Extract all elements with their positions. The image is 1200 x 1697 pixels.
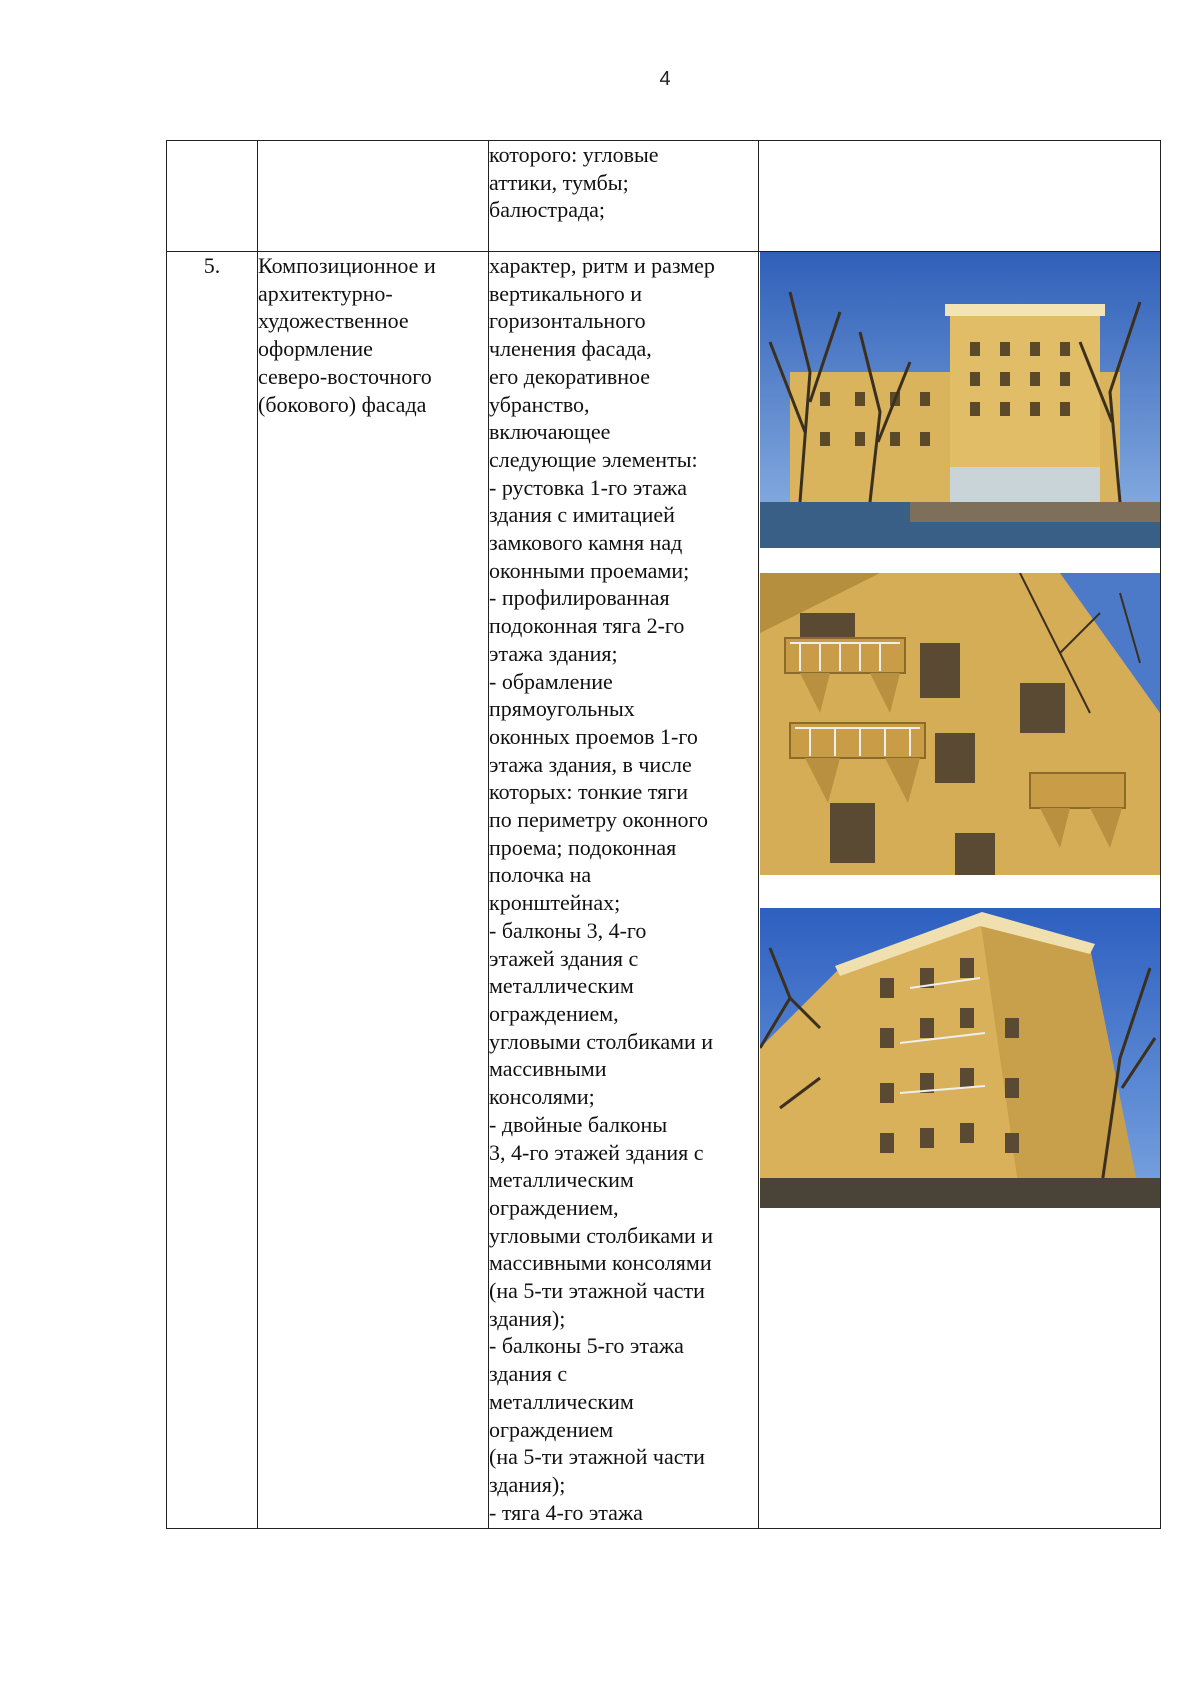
description-line: металлическим xyxy=(489,1388,634,1414)
description-line: (на 5-ти этажной части xyxy=(489,1444,705,1470)
description-line: металлическим xyxy=(489,973,634,999)
description-line: - тяга 4-го этажа xyxy=(489,1499,643,1525)
name-line: северо-восточного xyxy=(258,363,432,389)
photo-cell xyxy=(759,252,1161,1529)
description-line: полочка на xyxy=(489,862,592,888)
row-number: 5. xyxy=(203,253,221,278)
description-line: массивными консолями xyxy=(489,1250,712,1276)
description-line: следующие элементы: xyxy=(489,446,698,472)
heritage-elements-table xyxy=(166,140,1161,1529)
description-line: членения фасада, xyxy=(489,336,652,362)
description-line: замкового камня над xyxy=(489,530,683,556)
description-line: подоконная тяга 2-го xyxy=(489,613,685,639)
description-line: - профилированная xyxy=(489,585,670,611)
description-line: этажей здания с xyxy=(489,945,639,971)
table-row xyxy=(167,141,1161,252)
description-line: угловыми столбиками и xyxy=(489,1028,714,1054)
balconies-closeup-photo xyxy=(760,573,1160,875)
row-number-cell xyxy=(167,141,258,252)
description-line: - обрамление xyxy=(489,668,613,694)
description-cell xyxy=(489,141,759,252)
description-line: прямоугольных xyxy=(489,696,635,722)
description-text xyxy=(489,252,758,1526)
description-line: которых: тонкие тяги xyxy=(489,779,689,805)
building-facade-photo xyxy=(760,252,1160,548)
description-line: здания с xyxy=(489,1361,568,1387)
corner-facade-photo xyxy=(760,908,1160,1208)
name-line: художественное xyxy=(258,308,409,334)
description-line: включающее xyxy=(489,419,611,445)
description-line: 3, 4-го этажей здания с xyxy=(489,1139,704,1165)
description-line: - двойные балконы xyxy=(489,1111,668,1137)
description-text xyxy=(489,141,758,224)
description-line: горизонтального xyxy=(489,308,646,334)
description-line: убранство, xyxy=(489,391,590,417)
description-line: металлическим xyxy=(489,1167,634,1193)
description-line: массивными xyxy=(489,1056,607,1082)
name-line: архитектурно- xyxy=(258,280,393,306)
description-line: - балконы 3, 4-го xyxy=(489,917,647,943)
name-line: (бокового) фасада xyxy=(258,391,427,417)
description-line: по периметру оконного xyxy=(489,807,708,833)
description-line: вертикального и xyxy=(489,280,642,306)
object-name-cell xyxy=(258,141,489,252)
description-line: - балконы 5-го этажа xyxy=(489,1333,684,1359)
description-line: - рустовка 1-го этажа xyxy=(489,474,687,500)
row-number-cell xyxy=(167,252,258,1529)
description-line: здания); xyxy=(489,1471,566,1497)
object-name-cell xyxy=(258,252,489,1529)
table-row xyxy=(167,252,1161,1529)
name-line: оформление xyxy=(258,336,373,362)
description-line: этажа здания, в числе xyxy=(489,751,692,777)
description-line: оконными проемами; xyxy=(489,557,690,583)
description-line: ограждением, xyxy=(489,1194,619,1220)
description-line: проема; подоконная xyxy=(489,834,677,860)
description-line: ограждением xyxy=(489,1416,614,1442)
description-line: здания); xyxy=(489,1305,566,1331)
description-line: консолями; xyxy=(489,1084,595,1110)
page-number: 4 xyxy=(659,68,671,90)
photo-cell xyxy=(759,141,1161,252)
description-line: оконных проемов 1-го xyxy=(489,723,698,749)
description-line: аттики, тумбы; xyxy=(489,169,629,195)
description-line: здания с имитацией xyxy=(489,502,675,528)
description-line: балюстрада; xyxy=(489,197,606,223)
name-line: Композиционное и xyxy=(258,253,436,278)
description-line: которого: угловые xyxy=(489,142,659,167)
description-line: ограждением, xyxy=(489,1000,619,1026)
description-cell xyxy=(489,252,759,1529)
description-line: его декоративное xyxy=(489,363,651,389)
description-line: (на 5-ти этажной части xyxy=(489,1278,705,1304)
description-line: кронштейнах; xyxy=(489,890,621,916)
description-line: угловыми столбиками и xyxy=(489,1222,714,1248)
description-line: характер, ритм и размер xyxy=(489,253,715,278)
description-line: этажа здания; xyxy=(489,640,618,666)
